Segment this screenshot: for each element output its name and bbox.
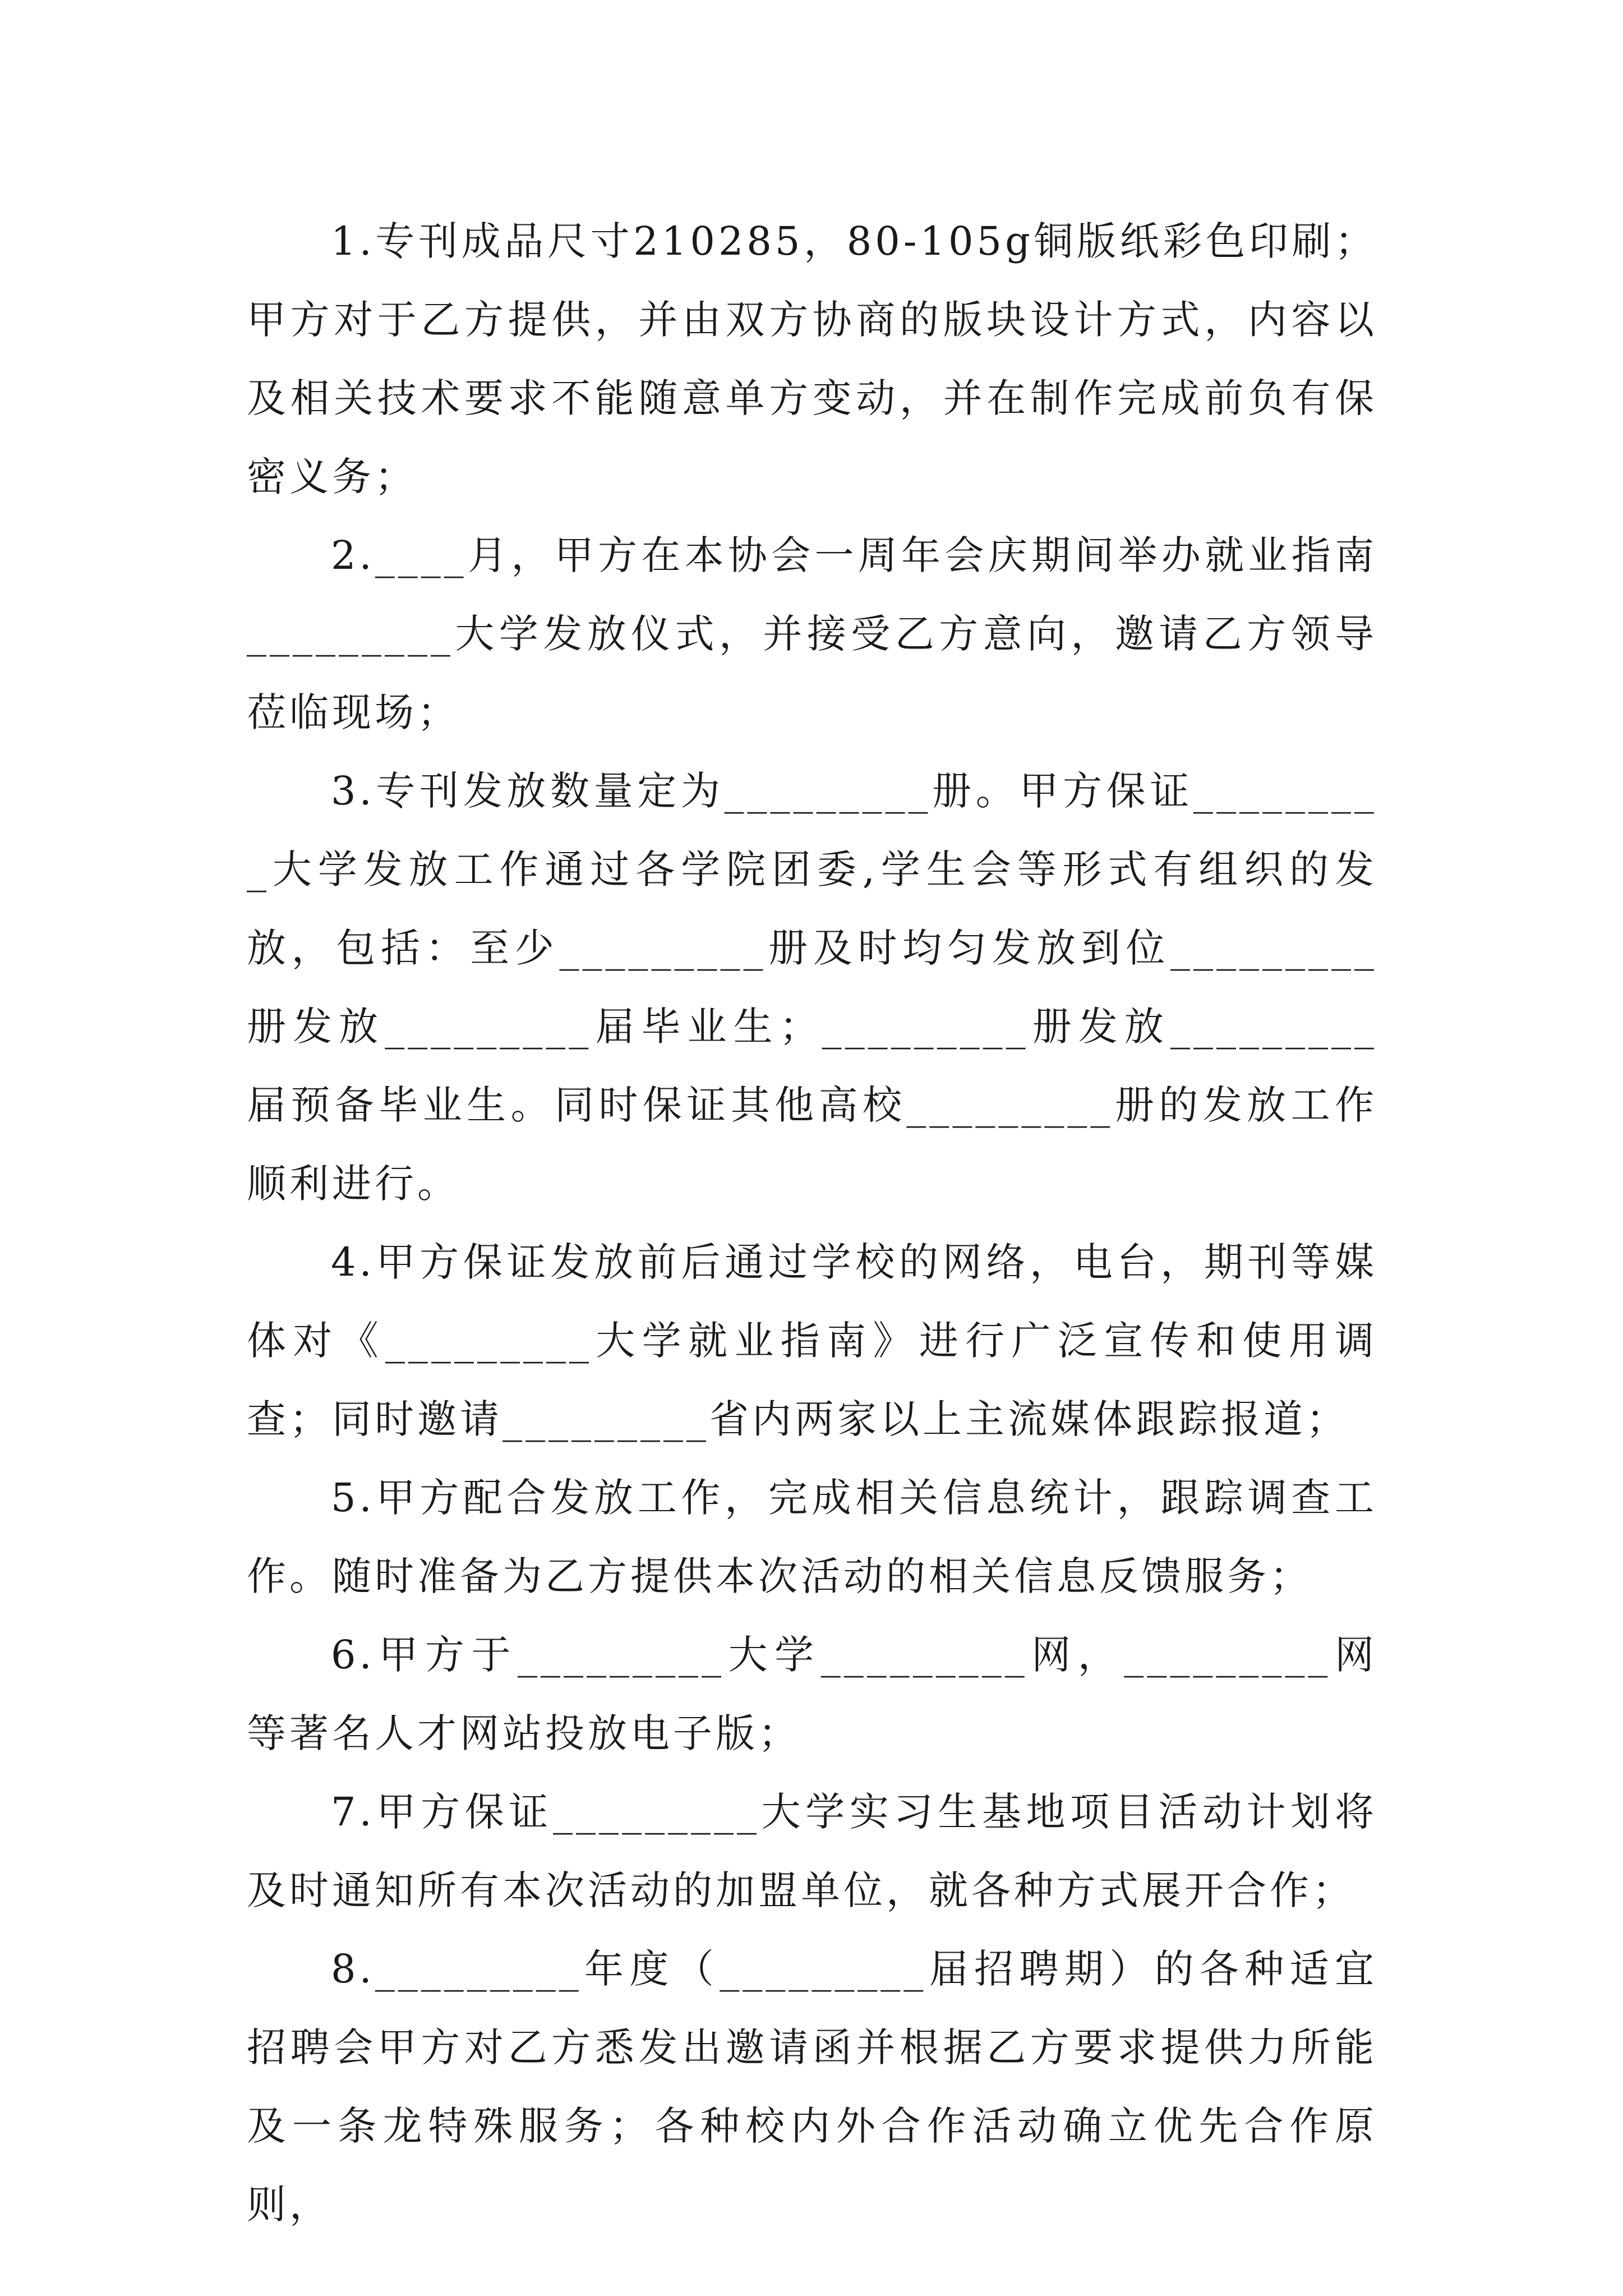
clause-6: 6.甲方于_________大学_________网，_________网等著名人才网站投放电子版； xyxy=(247,1632,1377,1756)
clause-3: 3.专刊发放数量定为_________册。甲方保证_________大学发放工作通过各学院团委,学生会等形式有组织的发放，包括：至少_________册及时均匀发放到位_________册发放_________届毕业生；_________册发放_________届预备毕业生。同时保证其他高校_________册的发放工作顺利进行。 xyxy=(247,768,1377,1207)
clause-5: 5.甲方配合发放工作，完成相关信息统计，跟踪调查工作。随时准备为乙方提供本次活动的相关信息反馈服务； xyxy=(247,1475,1377,1599)
document-body xyxy=(247,202,1377,2244)
clause-8: 8._________年度（_________届招聘期）的各种适宜招聘会甲方对乙方悉发出邀请函并根据乙方要求提供力所能及一条龙特殊服务；各种校内外合作活动确立优先合作原则， xyxy=(247,1946,1377,2228)
clause-1: 1.专刊成品尺寸210285，80-105g铜版纸彩色印刷；甲方对于乙方提供，并由双方协商的版块设计方式，内容以及相关技术要求不能随意单方变动，并在制作完成前负有保密义务； xyxy=(247,218,1377,500)
clause-2: 2.____月，甲方在本协会一周年会庆期间举办就业指南_________大学发放仪式，并接受乙方意向，邀请乙方领导莅临现场； xyxy=(247,532,1377,735)
clause-4: 4.甲方保证发放前后通过学校的网络，电台，期刊等媒体对《_________大学就业指南》进行广泛宣传和使用调查；同时邀请_________省内两家以上主流媒体跟踪报道； xyxy=(247,1239,1377,1442)
clause-7: 7.甲方保证_________大学实习生基地项目活动计划将及时通知所有本次活动的加盟单位，就各种方式展开合作； xyxy=(247,1789,1377,1913)
